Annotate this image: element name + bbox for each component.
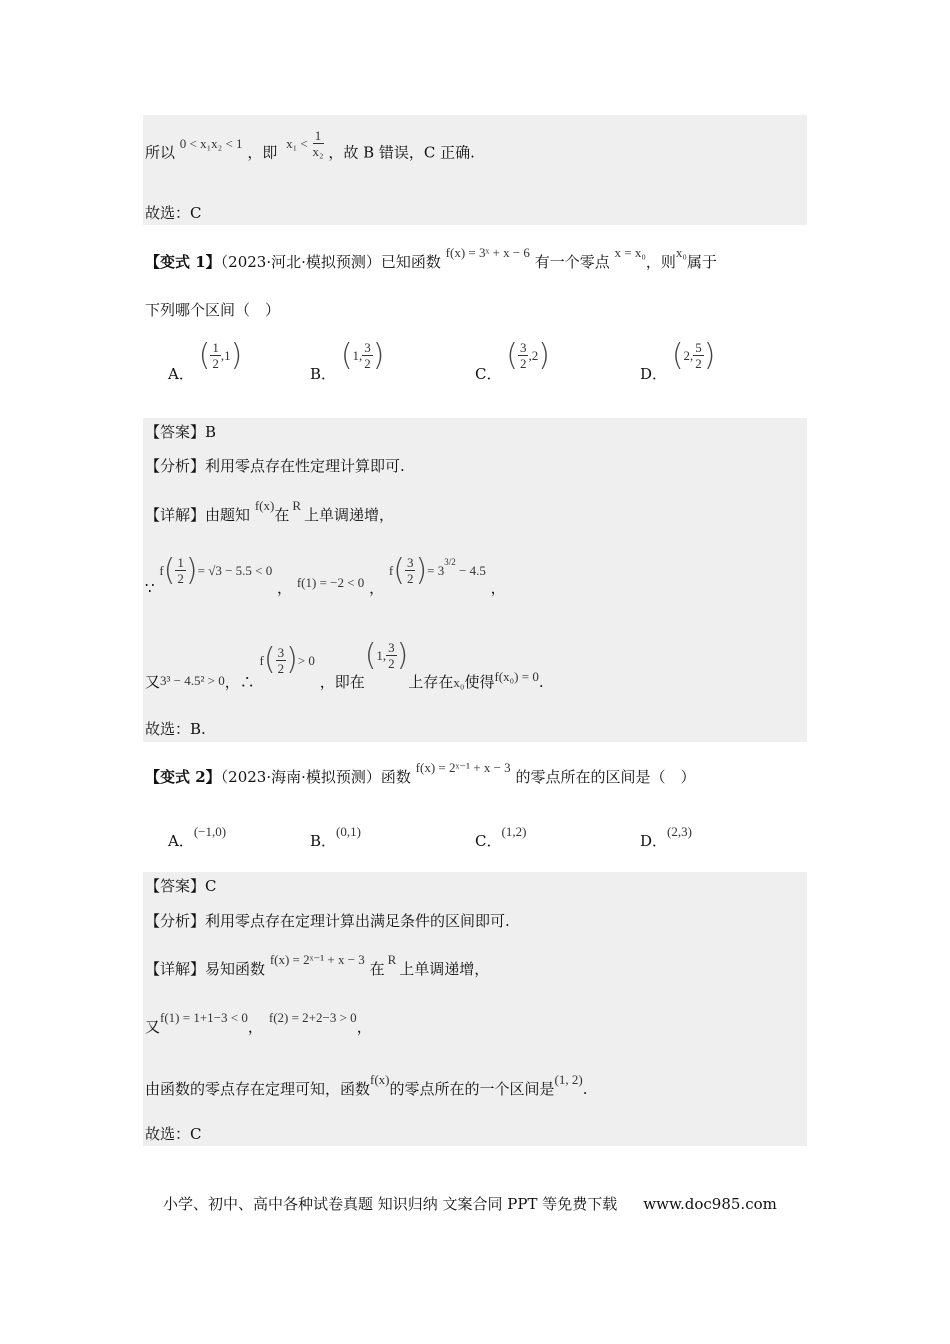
q1-option-d[interactable]	[640, 338, 716, 383]
footer-link[interactable]: www.doc985.com	[643, 1195, 777, 1213]
math-inequality: 0 < x₁x₂ < 1	[179, 135, 243, 151]
denominator: 2	[695, 356, 702, 371]
text: 的零点所在的一个区间是	[389, 1080, 555, 1098]
footer-text: 小学、初中、高中各种试卷真题 知识归纳 文案合同 PPT 等免费下载	[163, 1195, 618, 1213]
q1-line1	[145, 245, 717, 271]
numerator: 3	[519, 340, 527, 355]
text: ，故 B 错误，C 正确.	[328, 143, 475, 162]
text: ，	[356, 1018, 372, 1036]
a1-step1	[145, 552, 506, 597]
math-fx0: f(x₀) = 0	[494, 668, 539, 684]
math-fraction	[313, 128, 324, 159]
a1-detail	[145, 498, 395, 524]
text: 由题知	[205, 506, 251, 524]
text: ，	[247, 1018, 263, 1036]
option-label: B．	[310, 365, 337, 383]
numerator: 1	[313, 128, 324, 144]
math-lhs: x₁ <	[286, 135, 308, 151]
interval: ( $\frac{1}{2}$ , 1 )	[198, 338, 243, 373]
because-symbol: ∵	[145, 579, 155, 597]
option-label: B．	[310, 832, 337, 850]
text: ，∴	[224, 672, 255, 691]
denominator: 2	[519, 356, 527, 371]
math-f-three-halves: f ( 3 2 ) = 3 $^{3/2}$ − 4.5	[388, 552, 486, 588]
q1-line2: 下列哪个区间（ ）	[145, 301, 281, 319]
solution-block-1	[143, 115, 807, 225]
text: ，	[277, 579, 293, 597]
text: .	[582, 1080, 588, 1098]
text: 有一个零点	[534, 253, 610, 271]
q2-option-c[interactable]	[475, 820, 527, 850]
interval: ( 2 , $\frac{5}{2}$ )	[671, 338, 716, 373]
option-value: (2,3)	[667, 824, 692, 839]
q2-option-b[interactable]	[310, 820, 361, 850]
text: （2023·海南·模拟预测）函数	[220, 768, 411, 786]
value: 2	[531, 347, 539, 363]
a1-answer: 【答案】B	[145, 423, 217, 441]
math-f-three-halves: f ( 3 2 ) > 0	[259, 642, 315, 677]
a2-detail	[145, 952, 490, 978]
option-value: (1,2)	[501, 824, 527, 839]
block1-conclusion: 故选：C	[145, 204, 202, 222]
numerator: 1	[212, 340, 219, 355]
math-interval: (1, 2)	[554, 1072, 583, 1087]
a2-analysis	[145, 914, 510, 929]
math-fx: f(x)	[370, 1072, 390, 1087]
value: 1	[224, 347, 231, 363]
option-label: C．	[475, 365, 502, 383]
text: 属于	[686, 253, 717, 271]
tag: 【分析】	[145, 457, 206, 475]
text: 上单调递增，	[399, 960, 490, 978]
q1-option-a[interactable]	[168, 338, 243, 383]
option-value: (0,1)	[336, 824, 361, 839]
math-f2: f(2) = 2+2−3 > 0	[268, 1010, 357, 1025]
math-rhs: > 0	[297, 652, 315, 668]
text: ，则	[645, 253, 676, 271]
math-x0: x₀	[675, 245, 687, 260]
text: ，	[490, 579, 506, 597]
denominator: x₂	[312, 144, 324, 159]
text: 利用零点存在性定理计算即可.	[205, 457, 405, 475]
block1-line1	[145, 128, 475, 169]
math-rhs: = √3 − 5.5 < 0	[197, 563, 273, 578]
a2-answer: 【答案】C	[145, 877, 217, 895]
a2-final	[145, 1072, 588, 1098]
text: .	[538, 672, 544, 691]
q2-line1	[145, 760, 696, 786]
math-f1: f(1) = −2 < 0	[296, 575, 365, 590]
a2-step1	[145, 1010, 372, 1036]
tag: 【详解】	[145, 960, 206, 978]
text: 所以	[145, 143, 176, 162]
option-label: A．	[168, 365, 194, 383]
option-label: D．	[640, 832, 668, 850]
numerator: 5	[695, 340, 702, 355]
text: 的零点所在的区间是（ ）	[515, 768, 696, 786]
q2-option-a[interactable]	[168, 820, 227, 850]
math-f-half: f ( 1 2 ) = √3 − 5.5 < 0	[159, 552, 273, 588]
option-label: C．	[475, 832, 502, 850]
math-zero: x = x₀	[614, 245, 646, 260]
text: 上单调递增，	[304, 506, 395, 524]
math-R: R	[292, 498, 301, 513]
q1-option-c[interactable]	[475, 338, 550, 383]
value: 2	[683, 347, 691, 363]
math-inequality: 3³ − 4.5² > 0	[160, 672, 225, 688]
interval: ( 1 , $\frac{3}{2}$ )	[340, 338, 385, 373]
math-function: f(x) = 2ˣ⁻¹ + x − 3	[269, 952, 365, 967]
interval: ( $\frac{3}{2}$ , 2 )	[506, 338, 550, 373]
math-function: f(x) = 2ˣ⁻¹ + x − 3	[415, 760, 511, 775]
page-footer	[163, 1193, 777, 1214]
math-interval: ( 1, 3 2 )	[364, 637, 409, 673]
q2-option-d[interactable]	[640, 820, 692, 850]
option-label: D．	[640, 365, 668, 383]
text: 上存在	[408, 672, 454, 691]
math-fx: f(x)	[254, 498, 275, 513]
text: 在	[369, 960, 385, 978]
a1-step2	[145, 637, 544, 691]
tag: 【详解】	[145, 506, 206, 524]
math-function: f(x) = 3ˣ + x − 6	[445, 245, 530, 260]
text: 使得	[464, 672, 495, 691]
question-tag: 【变式 1】	[145, 253, 221, 271]
value: 1	[352, 347, 360, 363]
text: 利用零点存在定理计算出满足条件的区间即可.	[205, 912, 510, 930]
text: 又	[145, 672, 161, 691]
math-R: R	[387, 952, 397, 967]
a2-conclusion: 故选：C	[145, 1125, 202, 1143]
text: 又	[145, 1018, 161, 1036]
text: ，	[369, 579, 385, 597]
text: ，即在	[319, 672, 365, 691]
a1-conclusion: 故选：B.	[145, 720, 206, 738]
math-f1: f(1) = 1+1−3 < 0	[160, 1010, 248, 1025]
text: 在	[274, 506, 290, 524]
option-value: (−1,0)	[193, 824, 227, 839]
text: （2023·河北·模拟预测）已知函数	[220, 253, 441, 271]
option-label: A．	[168, 832, 194, 850]
math-x0: x₀	[453, 674, 465, 690]
math-rhs: − 4.5	[459, 563, 486, 578]
tag: 【分析】	[145, 912, 206, 930]
a1-analysis	[145, 459, 405, 474]
text: 由函数的零点存在定理可知，函数	[145, 1080, 371, 1098]
text: ，即	[247, 143, 278, 162]
denominator: 2	[212, 356, 219, 371]
question-tag: 【变式 2】	[145, 768, 221, 786]
numerator: 3	[364, 340, 371, 355]
q1-option-b[interactable]	[310, 338, 385, 383]
text: 易知函数	[205, 960, 266, 978]
denominator: 2	[364, 356, 371, 371]
